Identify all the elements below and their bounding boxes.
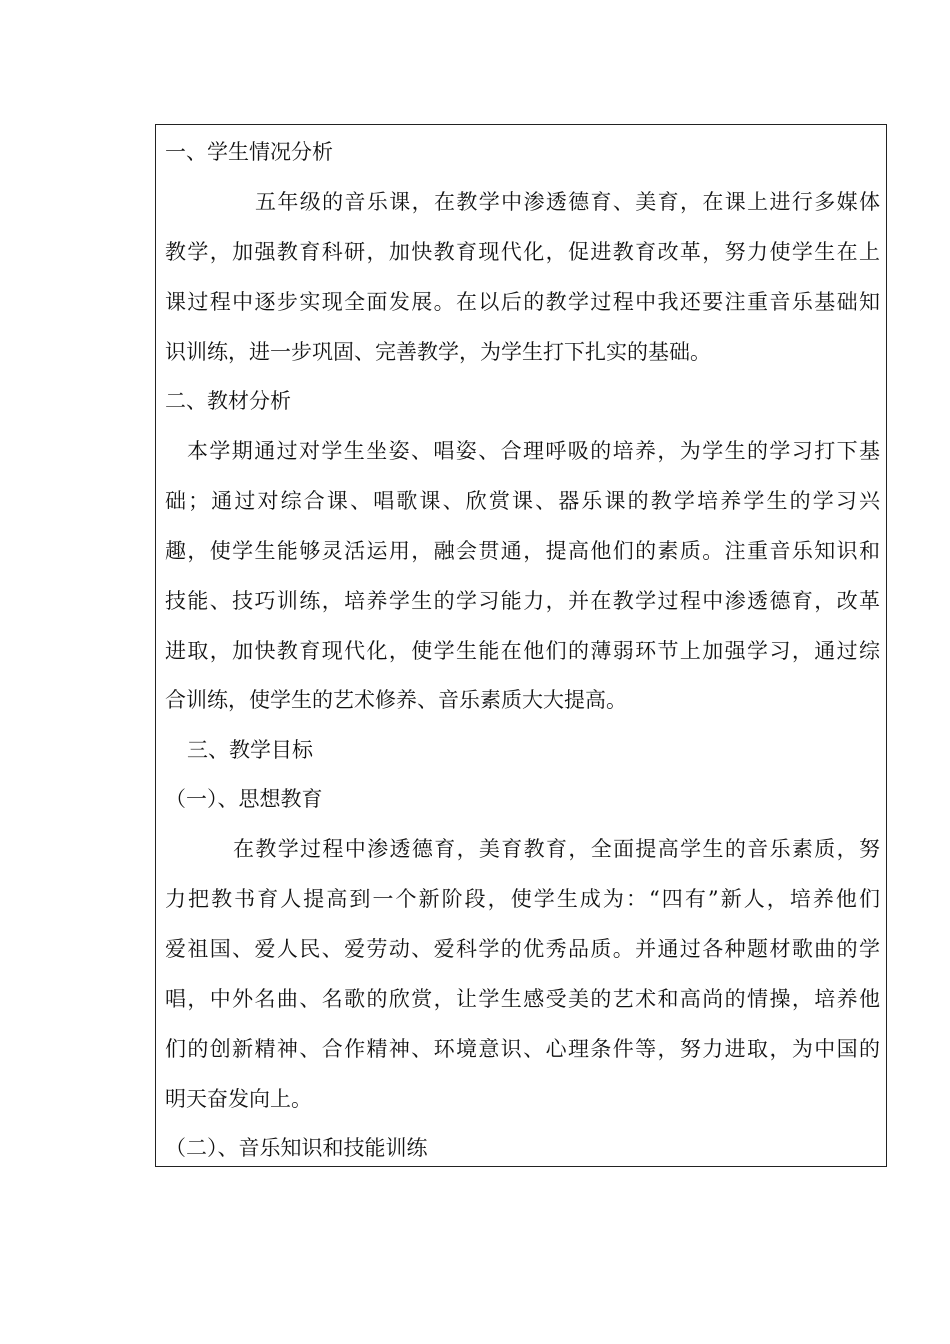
paragraph-line: 本学期通过对学生坐姿、唱姿、合理呼吸的培养，为学生的学习打下基 (187, 439, 880, 463)
subheading-music-skills: （二）、音乐知识和技能训练 (165, 1136, 428, 1160)
paragraph-line: 趣，使学生能够灵活运用，融会贯通，提高他们的素质。注重音乐知识和 (165, 539, 880, 563)
paragraph-line: 们的创新精神、合作精神、环境意识、心理条件等，努力进取，为中国的 (165, 1037, 880, 1061)
paragraph-line: 教学，加强教育科研，加快教育现代化，促进教育改革，努力使学生在上 (165, 240, 880, 264)
paragraph-line: 唱，中外名曲、名歌的欣赏，让学生感受美的艺术和高尚的情操，培养他 (165, 987, 880, 1011)
paragraph-line: 爱祖国、爱人民、爱劳动、爱科学的优秀品质。并通过各种题材歌曲的学 (165, 937, 880, 961)
paragraph-line: 课过程中逐步实现全面发展。在以后的教学过程中我还要注重音乐基础知 (165, 290, 880, 314)
paragraph-line: 力把教书育人提高到一个新阶段，使学生成为：“四有”新人，培养他们 (165, 887, 880, 911)
heading-teaching-goals: 三、教学目标 (187, 738, 313, 762)
subheading-moral-education: （一）、思想教育 (165, 787, 323, 811)
paragraph-line: 技能、技巧训练，培养学生的学习能力，并在教学过程中渗透德育，改革 (165, 589, 880, 613)
paragraph-line: 在教学过程中渗透德育，美育教育，全面提高学生的音乐素质，努 (233, 837, 880, 861)
heading-material-analysis: 二、教材分析 (165, 389, 291, 413)
paragraph-line: 明天奋发向上。 (165, 1087, 312, 1111)
paragraph-line: 合训练，使学生的艺术修养、音乐素质大大提高。 (165, 688, 627, 712)
paragraph-line: 五年级的音乐课，在教学中渗透德育、美育，在课上进行多媒体 (255, 190, 880, 214)
paragraph-line: 础；通过对综合课、唱歌课、欣赏课、器乐课的教学培养学生的学习兴 (165, 489, 880, 513)
paragraph-line: 识训练，进一步巩固、完善教学，为学生打下扎实的基础。 (165, 340, 711, 364)
heading-student-analysis: 一、学生情况分析 (165, 140, 333, 164)
paragraph-line: 进取，加快教育现代化，使学生能在他们的薄弱环节上加强学习，通过综 (165, 639, 880, 663)
